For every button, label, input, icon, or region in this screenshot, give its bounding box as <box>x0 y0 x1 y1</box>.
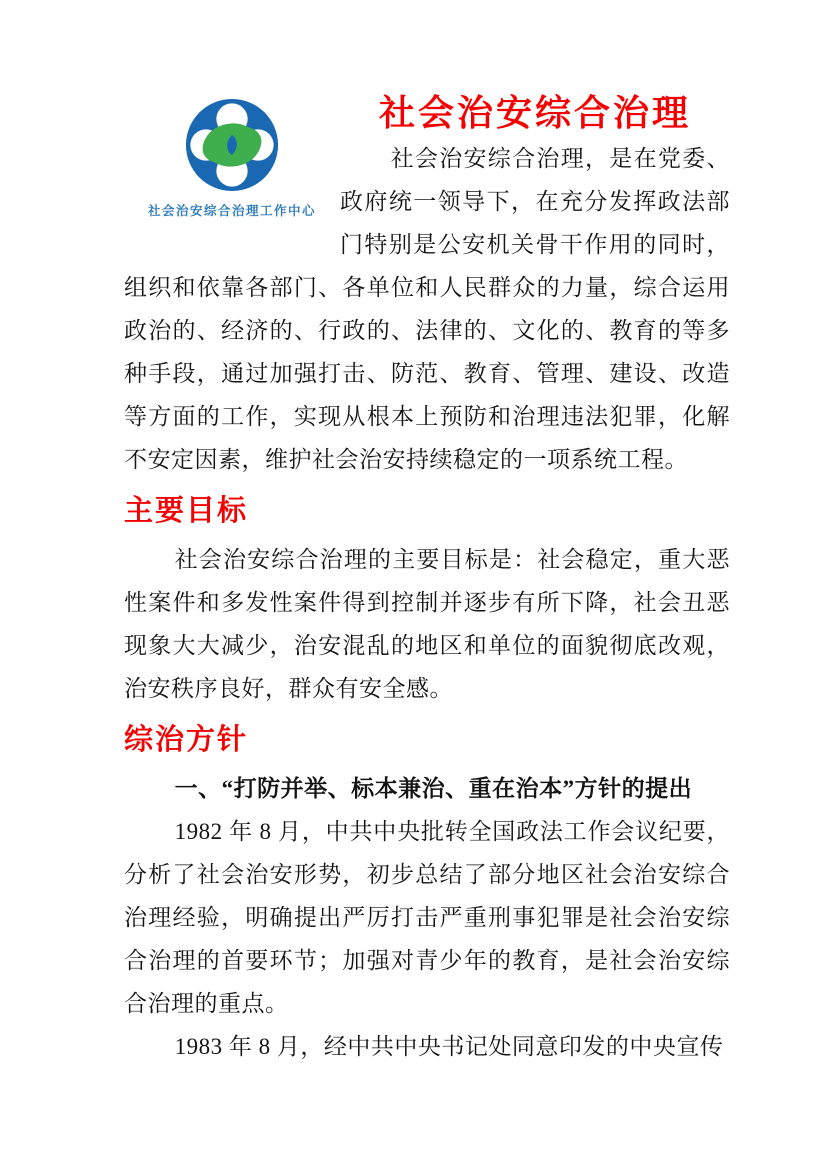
document-title: 社会治安综合治理 <box>378 93 691 133</box>
logo-block <box>124 94 340 259</box>
section-heading-main-goals: 主要目标 <box>124 495 249 527</box>
section-heading-policy: 综治方针 <box>124 724 249 756</box>
intro-paragraph: 社会治安综合治理，是在党委、政府统一领导下，在充分发挥政法部门特别是公安机关骨干作用的同时，组织和依靠各部门、各单位和人民群众的力量，综合运用政治的、经济的、行政的、法律的、文化的、教育的等多种手段，通过加强打击、防范、教育、管理、建设、改造等方面的工作，实现从根本上预防和治理违法犯罪，化解不安定因素，维护社会治安持续稳定的一项系统工程。 <box>124 146 730 472</box>
policy-paragraph-1983: 1983 年 8 月，经中共中央书记处同意印发的中央宣传 <box>174 1034 724 1059</box>
policy-paragraph-1982: 1982 年 8 月，中共中央批转全国政法工作会议纪要，分析了社会治安形势，初步总结了部分地区社会治安综合治理经验，明确提出严厉打击严重刑事犯罪是社会治安综合治理的首要环节；加强对青少年的教育，是社会治安综合治理的重点。 <box>124 819 730 1016</box>
logo-caption: 社会治安综合治理工作中心 <box>147 204 316 218</box>
policy-sub-heading: 一、“打防并举、标本兼治、重在治本”方针的提出 <box>174 776 693 801</box>
main-goals-paragraph: 社会治安综合治理的主要目标是：社会稳定，重大恶性案件和多发性案件得到控制并逐步有所下降，社会丑恶现象大大减少，治安混乱的地区和单位的面貌彻底改观，治安秩序良好，群众有安全感。 <box>124 547 730 701</box>
public-security-center-logo-icon <box>183 96 281 194</box>
